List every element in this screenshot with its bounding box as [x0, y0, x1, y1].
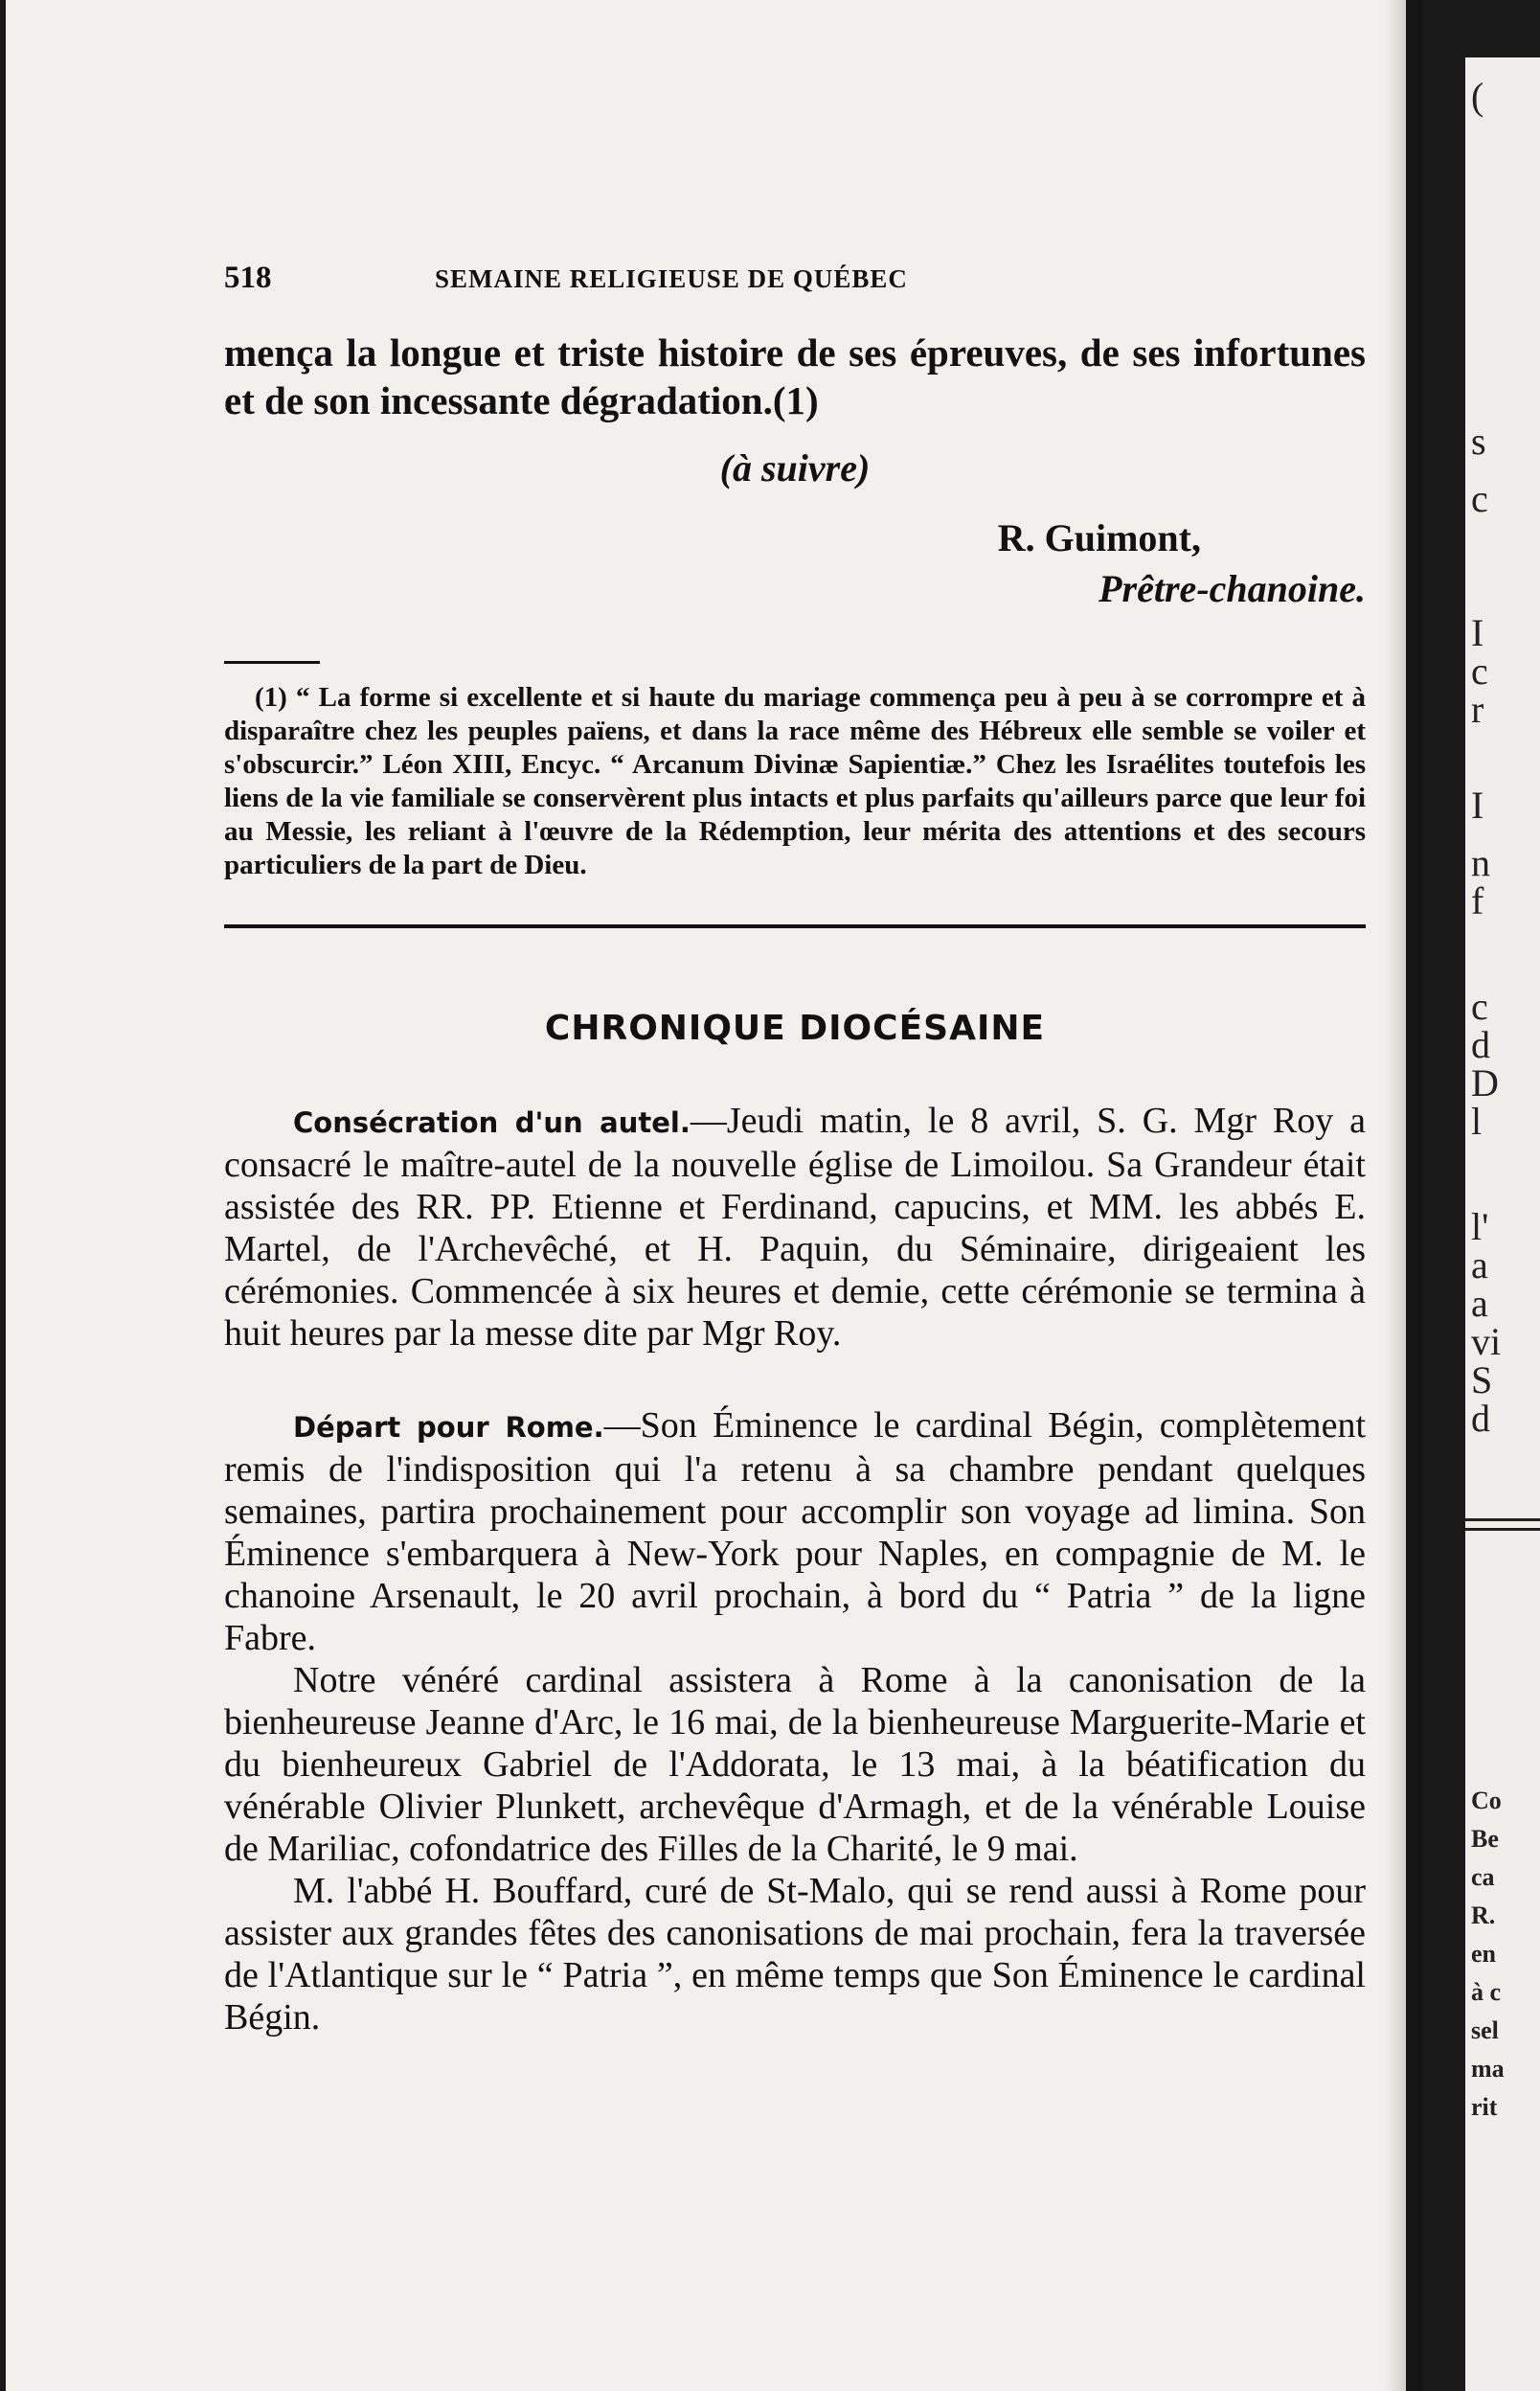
news-item [224, 1404, 1366, 1659]
page-number: 518 [224, 261, 272, 295]
adjacent-page-edge [1465, 57, 1540, 2391]
section-title: CHRONIQUE DIOCÉSAINE [544, 1009, 1046, 1048]
article-end-text: mença la longue et triste histoire de ses épreuves, de ses infortunes et de son incessante dégradation.(1) [224, 330, 1366, 422]
adjacent-fragment: s [1471, 420, 1486, 463]
adjacent-fragment: I [1471, 784, 1484, 827]
adjacent-fragment: d [1471, 1397, 1490, 1440]
adjacent-fragment: ma [1471, 2055, 1505, 2083]
adjacent-fragment: vi [1471, 1320, 1502, 1363]
paragraph: Notre vénéré cardinal assistera à Rome à la canonisation de la bienheureuse Jeanne d'Arc, le 16 mai, de la bienheureuse Marguerite-Marie et du bienheureux Gabriel de l'Addorata, le 13 mai, à la béatification du vénérable Olivier Plunkett, archevêque d'Armagh, et de la vénérable Louise de Mariliac, cofondatrice des Filles de la Charité, le 9 mai. [224, 1660, 1366, 1869]
adjacent-fragment: S [1471, 1358, 1493, 1401]
adjacent-fragment: c [1471, 477, 1488, 520]
adjacent-fragment: n [1471, 841, 1490, 884]
adjacent-fragment: c [1471, 985, 1488, 1028]
adjacent-fragment: c [1471, 649, 1488, 693]
page-content [224, 261, 1366, 2038]
gutter-shadow [1385, 0, 1423, 2391]
adjacent-fragment: d [1471, 1023, 1490, 1066]
adjacent-fragment: sel [1471, 2016, 1499, 2044]
adjacent-fragment: R. [1471, 1901, 1496, 1929]
adjacent-fragment: D [1471, 1061, 1499, 1104]
section-divider [224, 924, 1366, 928]
news-item-lead: Consécration d'un autel. [293, 1106, 691, 1139]
adjacent-fragment: à c [1471, 1978, 1502, 2006]
adjacent-fragment: Be [1471, 1825, 1499, 1853]
adjacent-fragment: en [1471, 1940, 1496, 1968]
book-page [6, 0, 1406, 2391]
author-name: R. Guimont, [997, 516, 1201, 559]
adjacent-rule [1465, 1528, 1540, 1531]
adjacent-fragment: l' [1471, 1205, 1489, 1248]
adjacent-fragment: r [1471, 688, 1484, 731]
running-title: SEMAINE RELIGIEUSE DE QUÉBEC [435, 264, 908, 293]
running-head [224, 261, 1366, 296]
paragraph: M. l'abbé H. Bouffard, curé de St-Malo, qui se rend aussi à Rome pour assister aux grandes fêtes des canonisations de mai prochain, fera la traversée de l'Atlantique sur le “ Patria ”, en même temps que Son Éminence le cardinal Bégin. [224, 1871, 1366, 2038]
adjacent-rule [1465, 1518, 1540, 1521]
adjacent-fragment: f [1471, 879, 1484, 922]
adjacent-fragment: Co [1471, 1787, 1502, 1814]
adjacent-fragment: rit [1471, 2093, 1498, 2121]
news-item [224, 1100, 1366, 1355]
news-item-text: —Jeudi matin, le 8 avril, S. G. Mgr Roy a consacré le maître-autel de la nouvelle église de Limoilou. Sa Grandeur était assistée des RR. PP. Etienne et Ferdinand, capucins, et MM. les abbés E. Martel, de l'Archevêché, et H. Paquin, du Séminaire, dirigeaient les cérémonies. Commencée à six heures et demie, cette cérémonie se termina à huit heures par la messe dite par Mgr Roy. [224, 1101, 1366, 1354]
news-item-lead: Départ pour Rome. [293, 1411, 604, 1444]
adjacent-fragment: I [1471, 611, 1484, 654]
footnote-rule [224, 661, 320, 664]
continuation-note: (à suivre) [719, 446, 871, 490]
adjacent-fragment: a [1471, 1282, 1488, 1325]
footnote [224, 681, 1366, 882]
adjacent-fragment: a [1471, 1243, 1488, 1287]
footnote-marker: (1) [255, 682, 287, 713]
author-title: Prêtre-chanoine. [1098, 567, 1366, 610]
footnote-text: “ La forme si excellente et si haute du mariage commença peu à peu à se corrompre et à disparaître chez les peuples païens, et dans la race même des Hébreux elle semble se voiler et s'obscurcir.” Léon XIII, Encyc. “ Arcanum Divinæ Sapientiæ.” Chez les Israélites toutefois les liens de la vie familiale se conservèrent plus intacts et plus parfaits qu'ailleurs parce que leur foi au Messie, les reliant à l'œuvre de la Rédemption, leur mérita des attentions et des secours particuliers de la part de Dieu. [224, 682, 1367, 880]
adjacent-fragment: l [1471, 1100, 1483, 1143]
news-item-text: —Son Éminence le cardinal Bégin, complètement remis de l'indisposition qui l'a retenu à sa chambre pendant quelques semaines, partira prochainement pour accomplir son voyage ad limina. Son Éminence s'embarquera à New-York pour Naples, en compagnie de M. le chanoine Arsenault, le 20 avril prochain, à bord du “ Patria ” de la ligne Fabre. [224, 1405, 1367, 1658]
adjacent-fragment: ca [1471, 1863, 1495, 1891]
adjacent-fragment: ( [1471, 75, 1484, 118]
